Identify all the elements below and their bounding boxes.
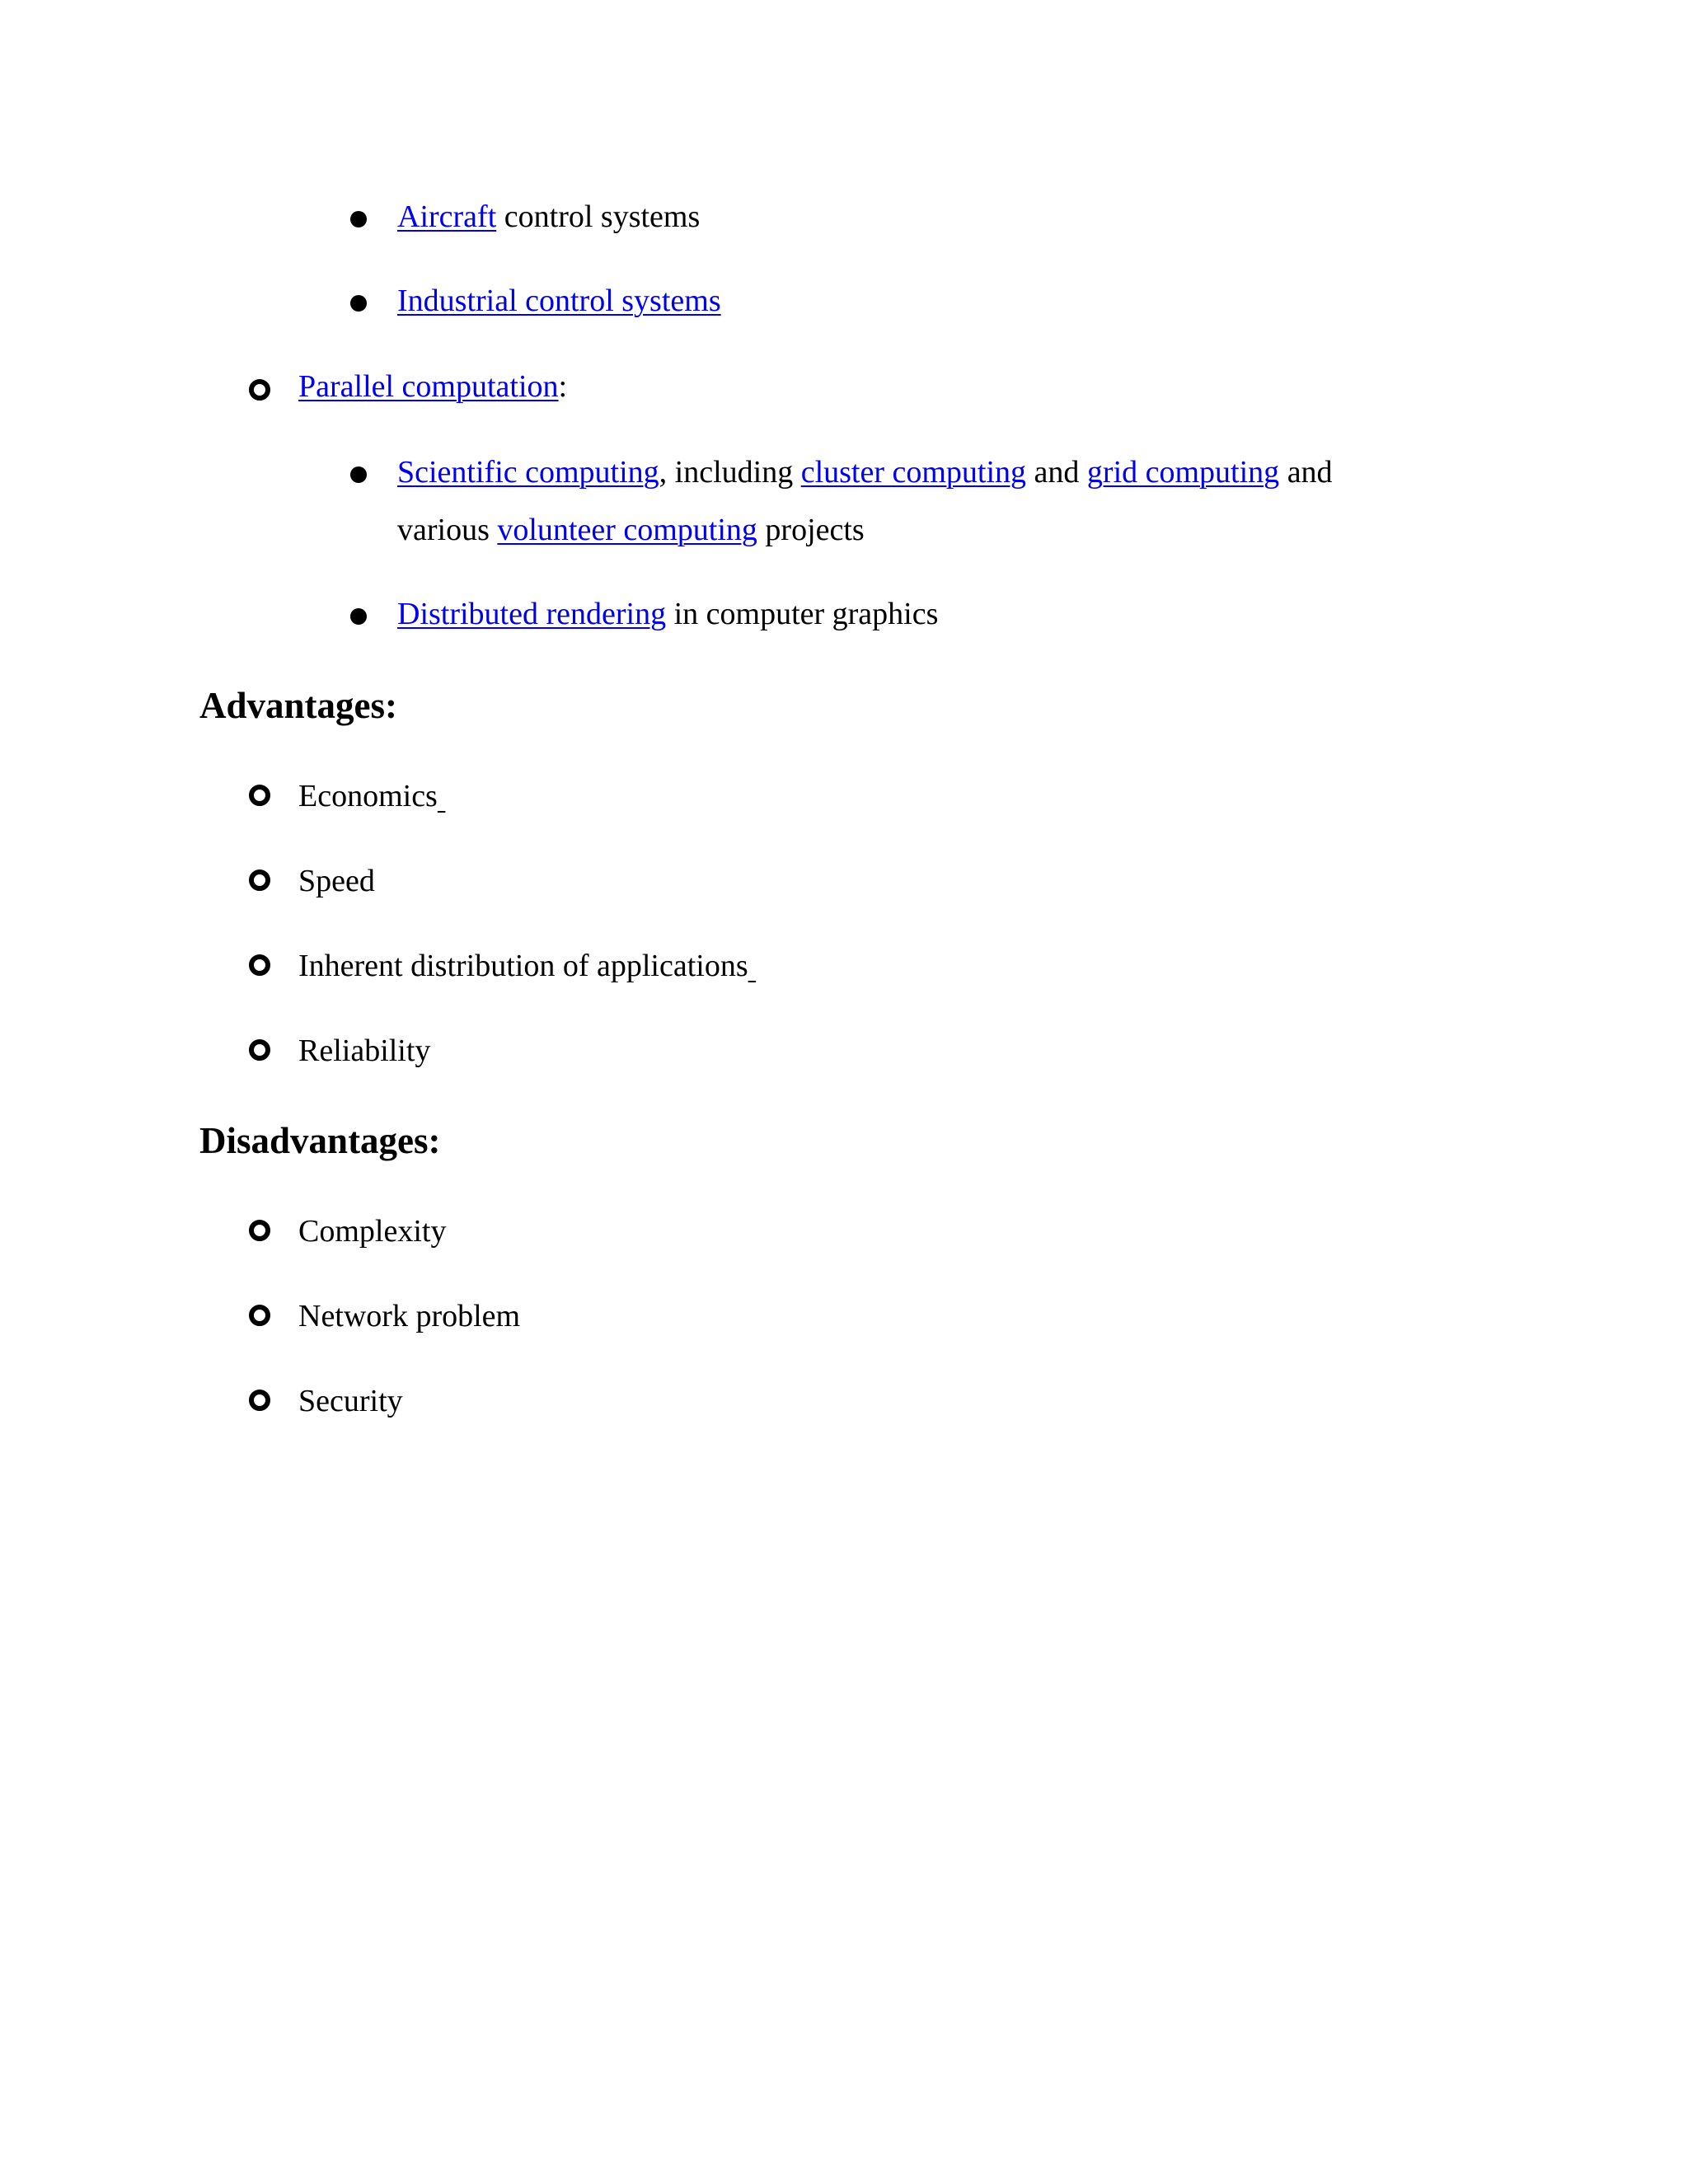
list-item bbox=[298, 1212, 446, 1250]
list-item-text: and bbox=[1026, 455, 1087, 490]
list-item-text: various bbox=[397, 513, 498, 547]
list-item-text: projects bbox=[757, 513, 865, 547]
disadvantage-complexity: Complexity bbox=[298, 1214, 447, 1249]
trailing-space bbox=[748, 949, 757, 983]
bullet-circle-icon bbox=[249, 869, 270, 891]
aircraft-link[interactable]: Aircraft bbox=[397, 199, 497, 234]
list-item bbox=[298, 777, 445, 815]
list-item-scientific bbox=[397, 453, 1333, 491]
industrial-control-systems-link[interactable]: Industrial control systems bbox=[397, 284, 721, 318]
list-item-distributed-rendering bbox=[397, 595, 938, 633]
advantage-inherent-distribution: Inherent distribution of applications bbox=[298, 949, 748, 983]
list-item bbox=[298, 1032, 430, 1070]
advantages-heading: Advantages: bbox=[199, 685, 398, 726]
list-item-aircraft bbox=[397, 198, 700, 236]
cluster-computing-link[interactable]: cluster computing bbox=[800, 455, 1027, 490]
grid-computing-link[interactable]: grid computing bbox=[1086, 455, 1280, 490]
bullet-circle-icon bbox=[249, 785, 270, 806]
bullet-circle-icon bbox=[249, 1390, 270, 1411]
bullet-circle-icon bbox=[249, 1305, 270, 1326]
bullet-circle-icon bbox=[249, 954, 270, 976]
list-item-text: control systems bbox=[496, 199, 701, 234]
bullet-disc-icon bbox=[350, 211, 367, 227]
bullet-circle-icon bbox=[249, 1220, 270, 1241]
disadvantages-heading: Disadvantages: bbox=[199, 1120, 441, 1161]
list-item bbox=[298, 1382, 403, 1420]
list-item bbox=[298, 862, 375, 900]
list-item-text: in computer graphics bbox=[666, 597, 939, 631]
list-item-text: : bbox=[558, 369, 568, 404]
advantage-reliability: Reliability bbox=[298, 1033, 431, 1068]
list-item-scientific-continued bbox=[397, 511, 865, 549]
list-item-parallel bbox=[298, 368, 567, 405]
list-item-text: , including bbox=[659, 455, 801, 490]
list-item-text: and bbox=[1279, 455, 1333, 490]
volunteer-computing-link[interactable]: volunteer computing bbox=[497, 513, 757, 547]
bullet-circle-icon bbox=[249, 379, 270, 401]
list-item bbox=[298, 947, 756, 985]
parallel-computation-link[interactable]: Parallel computation bbox=[298, 369, 559, 404]
bullet-disc-icon bbox=[350, 608, 367, 625]
distributed-rendering-link[interactable]: Distributed rendering bbox=[397, 597, 667, 631]
advantage-economics: Economics bbox=[298, 779, 438, 813]
bullet-circle-icon bbox=[249, 1039, 270, 1061]
scientific-computing-link[interactable]: Scientific computing bbox=[397, 455, 659, 490]
bullet-disc-icon bbox=[350, 466, 367, 483]
list-item bbox=[298, 1297, 520, 1335]
list-item-industrial bbox=[397, 282, 721, 320]
advantage-speed: Speed bbox=[298, 864, 375, 898]
disadvantage-security: Security bbox=[298, 1384, 403, 1418]
trailing-space bbox=[438, 779, 446, 813]
disadvantage-network-problem: Network problem bbox=[298, 1299, 521, 1333]
bullet-disc-icon bbox=[350, 295, 367, 312]
